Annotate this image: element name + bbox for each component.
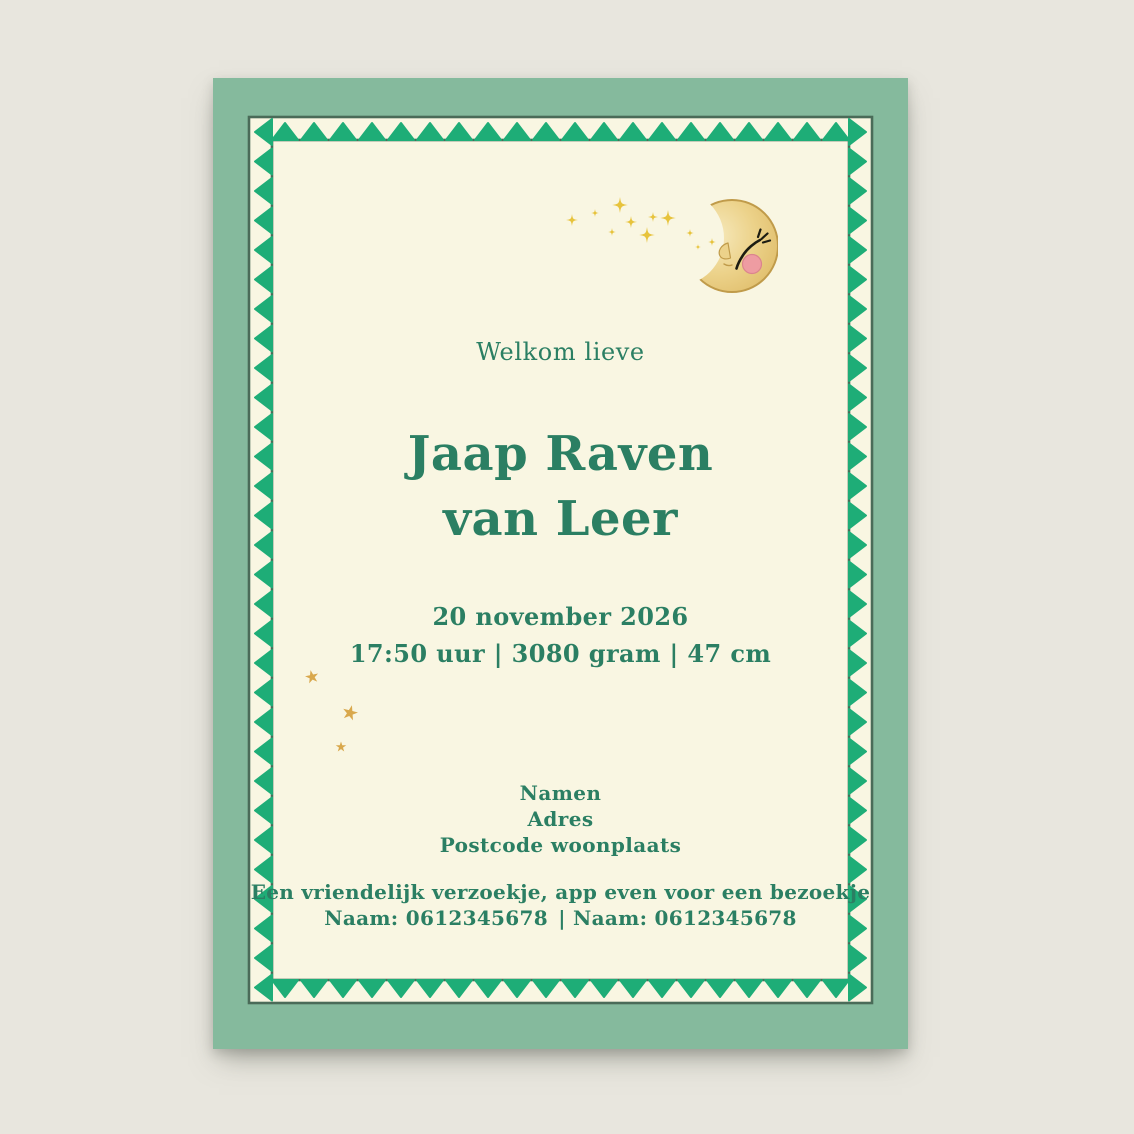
baby-name-heading xyxy=(213,422,908,552)
sparkle-star-icon xyxy=(608,228,616,236)
sparkle-star-icon xyxy=(625,216,637,228)
sparkle-star-icon xyxy=(648,212,658,222)
sparkle-star-icon xyxy=(566,214,578,226)
sparkle-star-icon xyxy=(695,244,701,250)
birth-announcement-card xyxy=(213,78,908,1049)
sparkle-star-icon xyxy=(591,209,599,217)
star-icon xyxy=(341,703,359,721)
address-block xyxy=(213,780,908,858)
baby-name-line2: van Leer xyxy=(443,491,678,547)
sparkle-star-icon xyxy=(686,229,694,237)
address-line-postcode: Postcode woonplaats xyxy=(439,833,682,857)
rsvp-block xyxy=(213,879,908,931)
star-icon xyxy=(336,742,346,752)
intro-text: Welkom lieve xyxy=(476,338,645,366)
star-icon xyxy=(304,669,320,684)
sparkle-star-icon xyxy=(639,227,655,243)
address-line-street: Adres xyxy=(527,807,594,831)
sparkle-star-icon xyxy=(660,210,676,226)
sparkle-star-icon xyxy=(612,197,628,213)
address-line-names: Namen xyxy=(519,781,602,805)
rsvp-request-line: Een vriendelijk verzoekje, app even voor een bezoekje xyxy=(250,880,871,904)
birth-date: 20 november 2026 xyxy=(432,602,689,631)
birth-details: 17:50 uur | 3080 gram | 47 cm xyxy=(349,639,772,668)
baby-name-line1: Jaap Raven xyxy=(407,426,714,482)
rsvp-phone-line: Naam: 0612345678 | Naam: 0612345678 xyxy=(324,906,797,930)
sparkle-star-icon xyxy=(708,238,716,246)
